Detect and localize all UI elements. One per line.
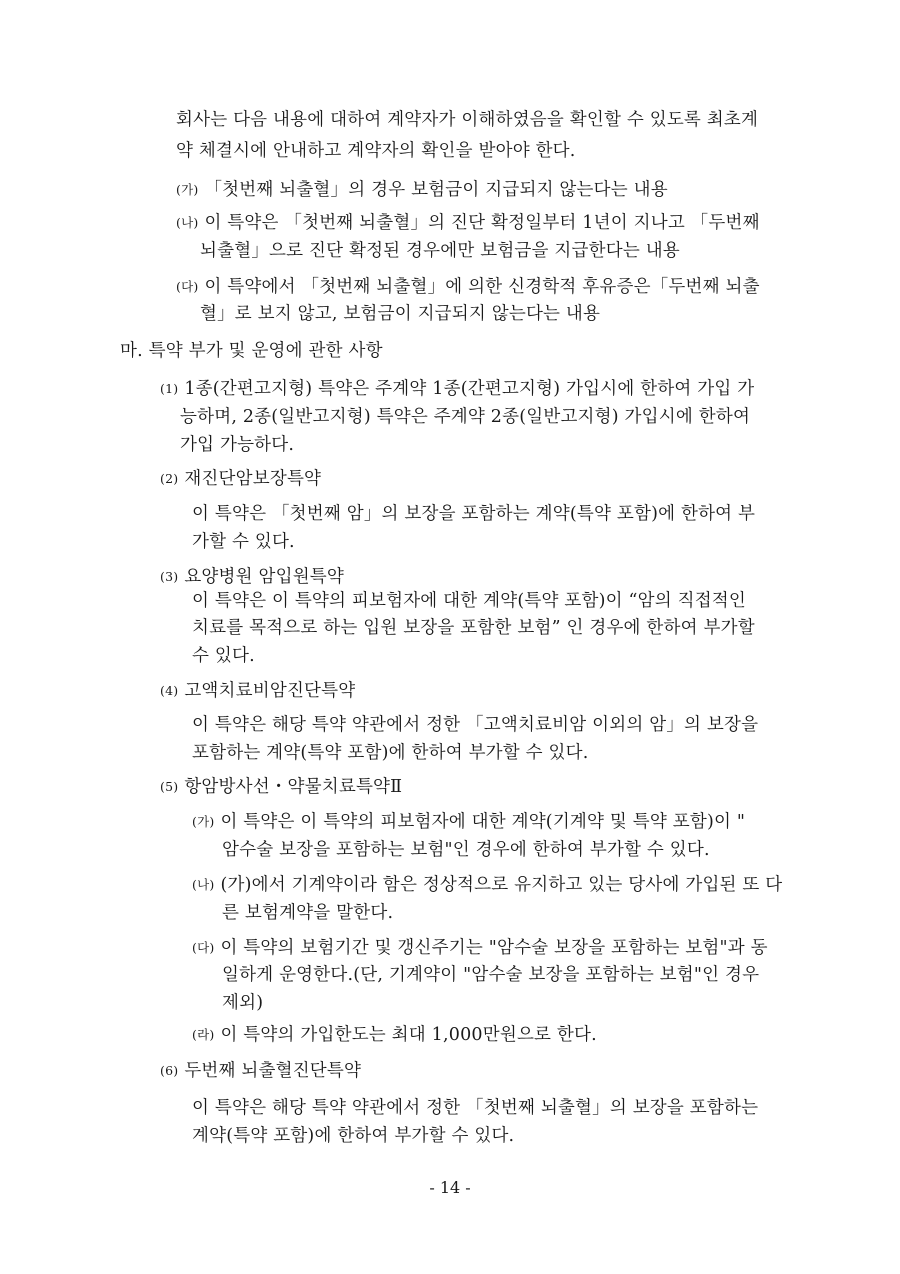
item-1-line-2: 능하며, 2종(일반고지형) 특약은 주계약 2종(일반고지형) 가입시에 한하여 <box>180 407 751 427</box>
item-text: (가)에서 기계약이라 함은 정상적으로 유지하고 있는 당사에 가입된 또 다 <box>220 875 783 895</box>
item-5-sub-da-line-2: 일하게 운영한다.(단, 기계약이 "암수술 보장을 포함하는 보험"인 경우 <box>222 965 760 985</box>
item-title: 재진단암보장특약 <box>184 469 322 489</box>
item-text: 1종(간편고지형) 특약은 주계약 1종(간편고지형) 가입시에 한하여 가입 가 <box>184 379 755 399</box>
item-5-sub-ga-line-2: 암수술 보장을 포함하는 보험"인 경우에 한하여 부가할 수 있다. <box>222 840 710 860</box>
item-marker: (5) <box>160 779 179 794</box>
item-6-line-2: 계약(특약 포함)에 한하여 부가할 수 있다. <box>192 1126 515 1146</box>
item-3-line-1: 이 특약은 이 특약의 피보험자에 대한 계약(특약 포함)이 “암의 직접적인 <box>192 591 747 611</box>
notice-item-na <box>176 212 760 234</box>
item-marker: (나) <box>192 877 215 892</box>
intro-line-1: 회사는 다음 내용에 대하여 계약자가 이해하였음을 확인할 수 있도록 최초계 <box>176 110 759 130</box>
item-3-line-2: 치료를 목적으로 하는 입원 보장을 포함한 보험” 인 경우에 한하여 부가할 <box>192 618 755 638</box>
item-text: 이 특약에서 「첫번째 뇌출혈」에 의한 신경학적 후유증은「두번째 뇌출 <box>204 277 760 297</box>
item-5-sub-na-line-2: 른 보험계약을 말한다. <box>222 903 394 923</box>
section-heading: 마. 특약 부가 및 운영에 관한 사항 <box>120 341 383 361</box>
item-marker: (4) <box>160 683 179 698</box>
intro-line-2: 약 체결시에 안내하고 계약자의 확인을 받아야 한다. <box>176 141 576 161</box>
item-text: 이 특약의 보험기간 및 갱신주기는 "암수술 보장을 포함하는 보험"과 동 <box>220 938 768 958</box>
item-1-line-3: 가입 가능하다. <box>180 435 295 455</box>
item-marker: (다) <box>176 279 199 294</box>
item-text: 이 특약은 「첫번째 뇌출혈」의 진단 확정일부터 1년이 지나고 「두번째 <box>204 213 760 233</box>
item-text: 「첫번째 뇌출혈」의 경우 보험금이 지급되지 않는다는 내용 <box>204 180 668 200</box>
item-6-line-1: 이 특약은 해당 특약 약관에서 정한 「첫번째 뇌출혈」의 보장을 포함하는 <box>192 1098 759 1118</box>
item-5-sub-da <box>192 937 768 959</box>
notice-item-da-line-2: 혈」로 보지 않고, 보험금이 지급되지 않는다는 내용 <box>200 304 601 324</box>
item-title: 항암방사선・약물치료특약Ⅱ <box>184 777 403 797</box>
item-5-sub-da-line-3: 제외) <box>222 993 264 1013</box>
notice-item-na-line-2: 뇌출혈」으로 진단 확정된 경우에만 보험금을 지급한다는 내용 <box>200 241 680 261</box>
notice-item-da <box>176 276 760 298</box>
item-1 <box>160 378 754 400</box>
notice-item-ga <box>176 179 668 201</box>
item-2-title <box>160 468 321 490</box>
page-number: - 14 - <box>429 1178 471 1197</box>
item-5-sub-na <box>192 874 782 896</box>
item-2-line-2: 가할 수 있다. <box>192 532 295 552</box>
item-marker: (1) <box>160 381 179 396</box>
item-3-line-3: 수 있다. <box>192 646 255 666</box>
item-3-title <box>160 566 344 588</box>
item-marker: (가) <box>192 814 215 829</box>
item-marker: (라) <box>192 1027 215 1042</box>
item-marker: (3) <box>160 569 179 584</box>
item-5-title <box>160 776 402 798</box>
item-4-title <box>160 680 355 702</box>
item-5-sub-ga <box>192 811 745 833</box>
item-marker: (6) <box>160 1063 179 1078</box>
item-4-line-1: 이 특약은 해당 특약 약관에서 정한 「고액치료비암 이외의 암」의 보장을 <box>192 715 759 735</box>
item-6-title <box>160 1060 361 1082</box>
item-marker: (나) <box>176 215 199 230</box>
item-2-line-1: 이 특약은 「첫번째 암」의 보장을 포함하는 계약(특약 포함)에 한하여 부 <box>192 504 756 524</box>
item-5-sub-ra <box>192 1024 597 1046</box>
item-marker: (2) <box>160 471 179 486</box>
item-title: 두번째 뇌출혈진단특약 <box>184 1061 362 1081</box>
item-text: 이 특약의 가입한도는 최대 1,000만원으로 한다. <box>220 1025 597 1045</box>
item-marker: (다) <box>192 940 215 955</box>
item-marker: (가) <box>176 182 199 197</box>
item-text: 이 특약은 이 특약의 피보험자에 대한 계약(기계약 및 특약 포함)이 " <box>220 812 746 832</box>
item-title: 고액치료비암진단특약 <box>184 681 356 701</box>
item-4-line-2: 포함하는 계약(특약 포함)에 한하여 부가할 수 있다. <box>192 743 589 763</box>
item-title: 요양병원 암입원특약 <box>184 567 345 587</box>
